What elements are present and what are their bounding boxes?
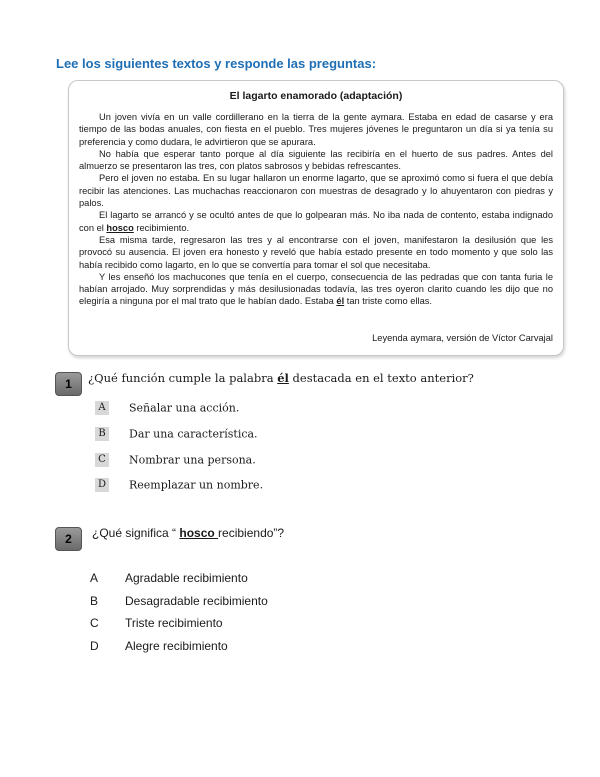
- question-2-option-a[interactable]: [90, 571, 248, 585]
- passage-source: Leyenda aymara, versión de Víctor Carvajal: [372, 333, 553, 343]
- passage-text: recibimiento.: [133, 222, 190, 233]
- question-1-option-d[interactable]: [95, 478, 263, 496]
- question-text: ¿Qué función cumple la palabra: [88, 371, 278, 385]
- instructions-heading: Lee los siguientes textos y responde las preguntas:: [56, 56, 377, 71]
- passage-paragraph: [79, 271, 553, 308]
- reading-passage-box: [68, 80, 564, 356]
- option-text: Reemplazar un nombre.: [129, 478, 264, 492]
- option-text: Agradable recibimiento: [125, 571, 248, 585]
- option-letter-box: A: [95, 401, 109, 415]
- question-1-option-a[interactable]: [95, 401, 239, 419]
- option-letter: C: [90, 616, 99, 630]
- question-text: recibiendo”?: [218, 526, 285, 540]
- option-letter-box: D: [95, 478, 109, 492]
- option-text: Desagradable recibimiento: [125, 594, 268, 608]
- passage-text: tan triste como ellas.: [344, 296, 433, 307]
- passage-paragraph: Un joven vivía en un valle cordillerano en la tierra de la gente aymara. Estaba en edad de casarse y era tiempo de las bodas anuales, con fiesta en el pueblo. Tres mujeres jóvenes le preguntaron un día si ya tenía su preferencia y como dudara, le advirtieron que se apurara.: [79, 112, 553, 147]
- passage-text: El lagarto se arrancó y se ocultó antes de que lo golpearan más. No iba nada de contento, estaba indignado con el: [79, 210, 553, 233]
- option-text: Dar una característica.: [129, 427, 258, 441]
- question-1-option-c[interactable]: [95, 453, 256, 471]
- option-letter-box: B: [95, 427, 109, 441]
- option-text: Alegre recibimiento: [125, 639, 228, 653]
- passage-paragraph: No había que esperar tanto porque al día siguiente las recibiría en el huerto de sus padres. Antes del almuerzo se presentaron las tres, con platos sabrosos y bebidas refrescantes.: [79, 148, 553, 172]
- passage-paragraph: Esa misma tarde, regresaron las tres y al encontrarse con el joven, manifestaron la desilusión que les provocó su ausencia. El joven era honesto y reveló que había estado presente en todo momento y que solo las había recibido como lagarto, en lo que se convertía para tomar el sol que necesitaba.: [79, 234, 553, 270]
- passage-title: El lagarto enamorado (adaptación): [229, 90, 403, 102]
- question-2-text: [92, 526, 284, 540]
- highlighted-word-hosco: hosco: [106, 222, 134, 233]
- highlighted-word-el: él: [336, 296, 345, 307]
- question-1-option-b[interactable]: [95, 427, 258, 445]
- question-2-option-b[interactable]: [90, 594, 268, 608]
- question-2-option-d[interactable]: [90, 639, 228, 653]
- question-text: ¿Qué significa “: [92, 526, 180, 540]
- option-text: Triste recibimiento: [125, 616, 223, 630]
- question-text: destacada en el texto anterior?: [288, 371, 474, 385]
- question-number-badge: 2: [55, 527, 82, 551]
- option-letter: D: [90, 639, 99, 653]
- passage-text: Y les enseñó los machucones que tenía en el cuerpo, consecuencia de las pedradas que con tanta furia le habían arrojado. Muy sorprendidas y más desilusionadas todavía, las tres oyeron clarito cuando les dijo que no elegiría a ninguna por el mal trato que le habían dado. Estaba: [79, 271, 553, 307]
- option-letter-box: C: [95, 453, 109, 467]
- option-text: Señalar una acción.: [129, 401, 240, 415]
- option-text: Nombrar una persona.: [129, 453, 256, 467]
- passage-body: [79, 111, 553, 308]
- question-1-text: [88, 371, 474, 385]
- question-highlight: hosco: [179, 526, 219, 540]
- question-highlight: él: [277, 371, 289, 385]
- passage-paragraph: Pero el joven no estaba. En su lugar hallaron un enorme lagarto, que se aproximó como si fuera el que debía recibir las atenciones. Las muchachas reaccionaron con muestras de desagrado y lo ahuyentaron con piedras y palos.: [79, 173, 553, 209]
- question-2-option-c[interactable]: [90, 616, 223, 630]
- option-letter: B: [90, 594, 99, 608]
- passage-paragraph: [79, 209, 553, 234]
- question-number-badge: 1: [55, 372, 82, 396]
- option-letter: A: [90, 571, 99, 585]
